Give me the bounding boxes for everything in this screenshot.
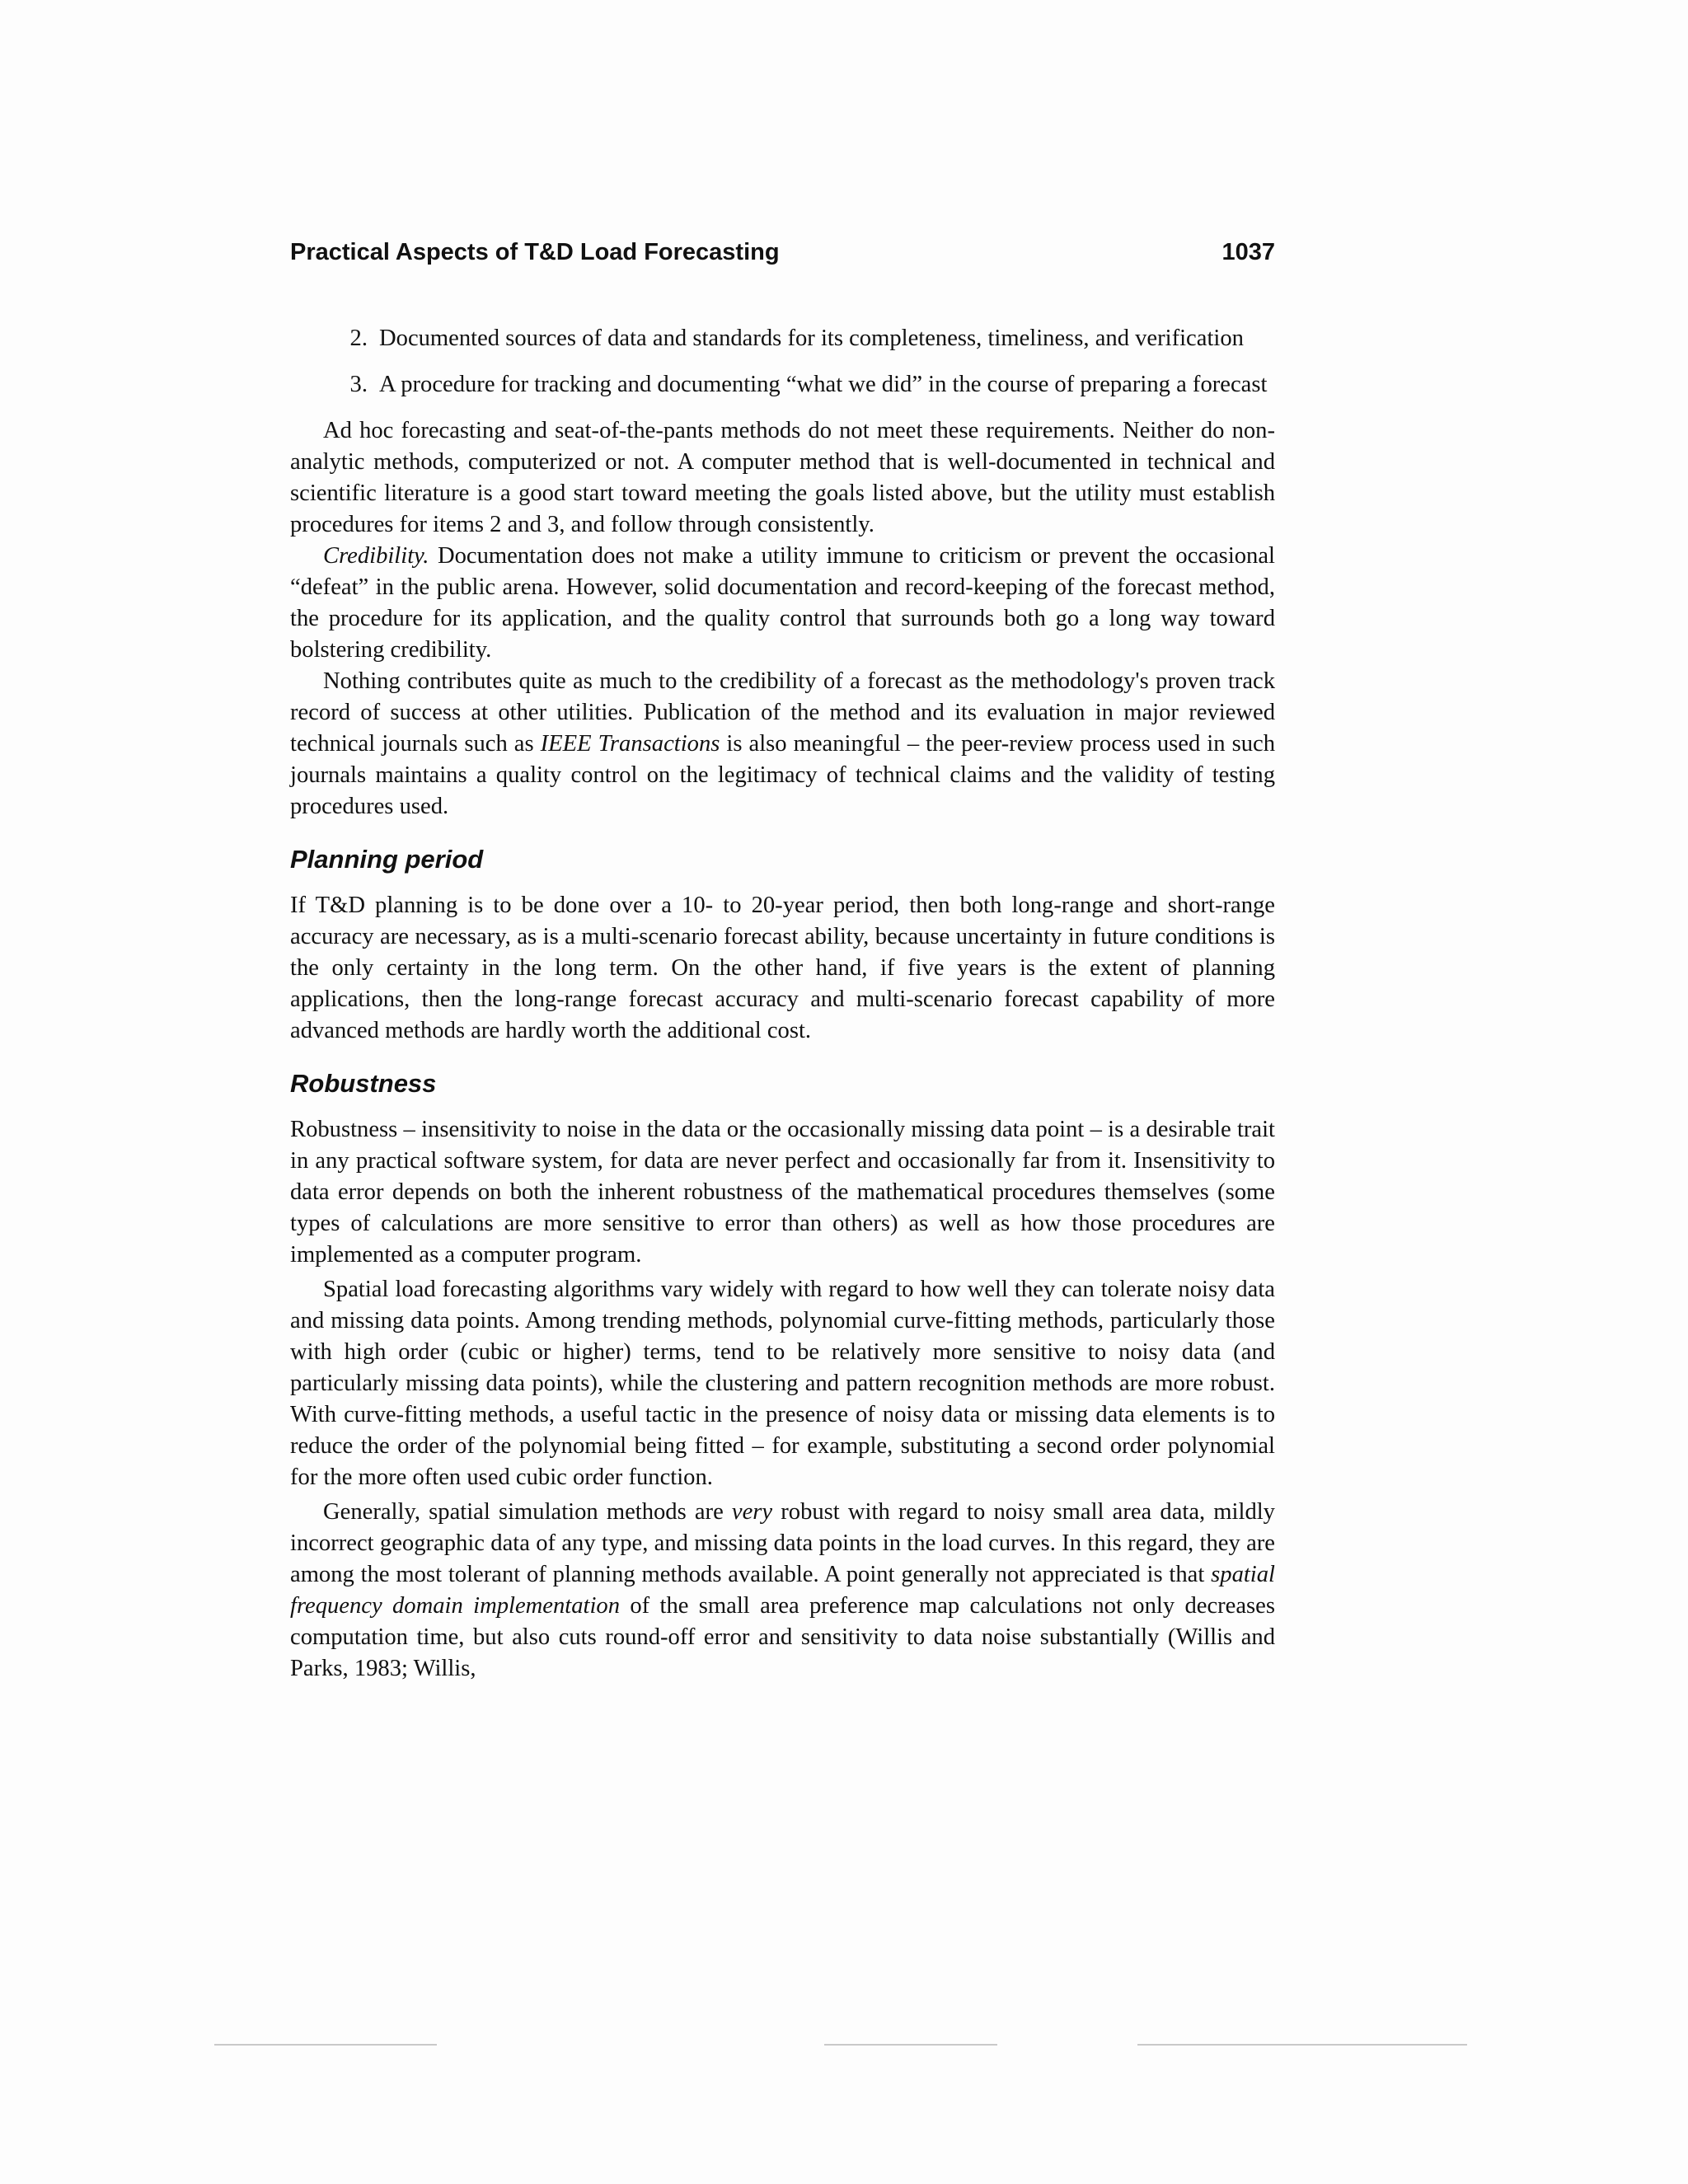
paragraph-simulation-methods — [290, 1497, 1275, 1685]
running-header — [290, 239, 1275, 274]
scan-artifact-line — [214, 2044, 437, 2046]
list-item-text: A procedure for tracking and documenting “what we did” in the course of preparing a forecast — [379, 372, 1268, 397]
scan-artifact-line — [824, 2044, 997, 2046]
list-item — [290, 323, 1275, 354]
paragraph-track-record — [290, 666, 1275, 823]
emphasis-spatial-frequency: spatial frequency domain implementation — [290, 1562, 1275, 1619]
track-record-text-a: Nothing contributes quite as much to the credibility of a forecast as the methodology's proven track record of success at other utilities. Publication of the method and its evaluation in major reviewed technical journals such as — [290, 668, 1275, 757]
list-item-number: 2. — [349, 326, 368, 351]
list-item — [290, 369, 1275, 401]
list-item-number: 3. — [349, 372, 368, 397]
credibility-lead: Credibility. — [323, 543, 429, 569]
track-record-text-b: is also meaningful – the peer-review process used in such journals maintains a quality control on the legitimacy of technical claims and the validity of testing procedures used. — [290, 731, 1275, 819]
scan-artifact-line — [1137, 2044, 1467, 2046]
journal-name: IEEE Transactions — [540, 731, 720, 757]
paragraph-credibility — [290, 541, 1275, 666]
emphasis-very: very — [731, 1499, 773, 1525]
heading-robustness: Robustness — [290, 1069, 437, 1098]
credibility-text: Documentation does not make a utility immune to criticism or prevent the occasional “defeat” in the public arena. However, solid documentation and record-keeping of the forecast method, the procedure for its application, and the quality control that surrounds both go a long way toward bolstering credibility. — [290, 543, 1275, 663]
paragraph-robustness: Robustness – insensitivity to noise in the data or the occasionally missing data point – is a desirable trait in any practical software system, for data are never perfect and occasionally far from it. Insensitivity to data error depends on both the inherent robustness of the mathematical procedures themselves (some types of calculations are more sensitive to error than others) as well as how those procedures are implemented as a computer program. — [290, 1117, 1275, 1268]
paragraph-spatial-algorithms: Spatial load forecasting algorithms vary widely with regard to how well they can tolerate noisy data and missing data points. Among trending methods, polynomial curve-fitting methods, particularly those with high order (cubic or higher) terms, tend to be relatively more sensitive to noisy data (and particularly missing data points), while the clustering and pattern recognition methods are more robust. With curve-fitting methods, a useful tactic in the presence of noisy data or missing data elements is to reduce the order of the polynomial being fitted – for example, substituting a second order polynomial for the more often used cubic order function. — [290, 1277, 1275, 1490]
paragraph-planning-period: If T&D planning is to be done over a 10- to 20-year period, then both long-range and short-range accuracy are necessary, as is a multi-scenario forecast ability, because uncertainty in future conditions is the only certainty in the long term. On the other hand, if five years is the extent of planning applications, then the long-range forecast accuracy and multi-scenario forecast capability of more advanced methods are hardly worth the additional cost. — [290, 893, 1275, 1043]
simulation-text-b: robust with regard to noisy small area data, mildly incorrect geographic data of any type, and missing data points in the load curves. In this regard, they are among the most tolerant of planning methods available. A point generally not appreciated is that — [290, 1499, 1275, 1587]
page-body — [290, 323, 1275, 1685]
list-item-text: Documented sources of data and standards for its completeness, timeliness, and verification — [379, 326, 1244, 351]
simulation-text-c: of the small area preference map calculations not only decreases computation time, but also cuts round-off error and sensitivity to data noise substantially (Willis and Parks, 1983; Willis, — [290, 1593, 1275, 1681]
simulation-text-a: Generally, spatial simulation methods are — [323, 1499, 732, 1525]
running-title: Practical Aspects of T&D Load Forecasting — [290, 239, 780, 265]
paragraph-requirements: Ad hoc forecasting and seat-of-the-pants methods do not meet these requirements. Neither do non-analytic methods, computerized or not. A computer method that is well-documented in technical and scientific literature is a good start toward meeting the goals listed above, but the utility must establish procedures for items 2 and 3, and follow through consistently. — [290, 418, 1275, 537]
page-number: 1037 — [1221, 239, 1275, 265]
heading-planning-period: Planning period — [290, 845, 484, 874]
